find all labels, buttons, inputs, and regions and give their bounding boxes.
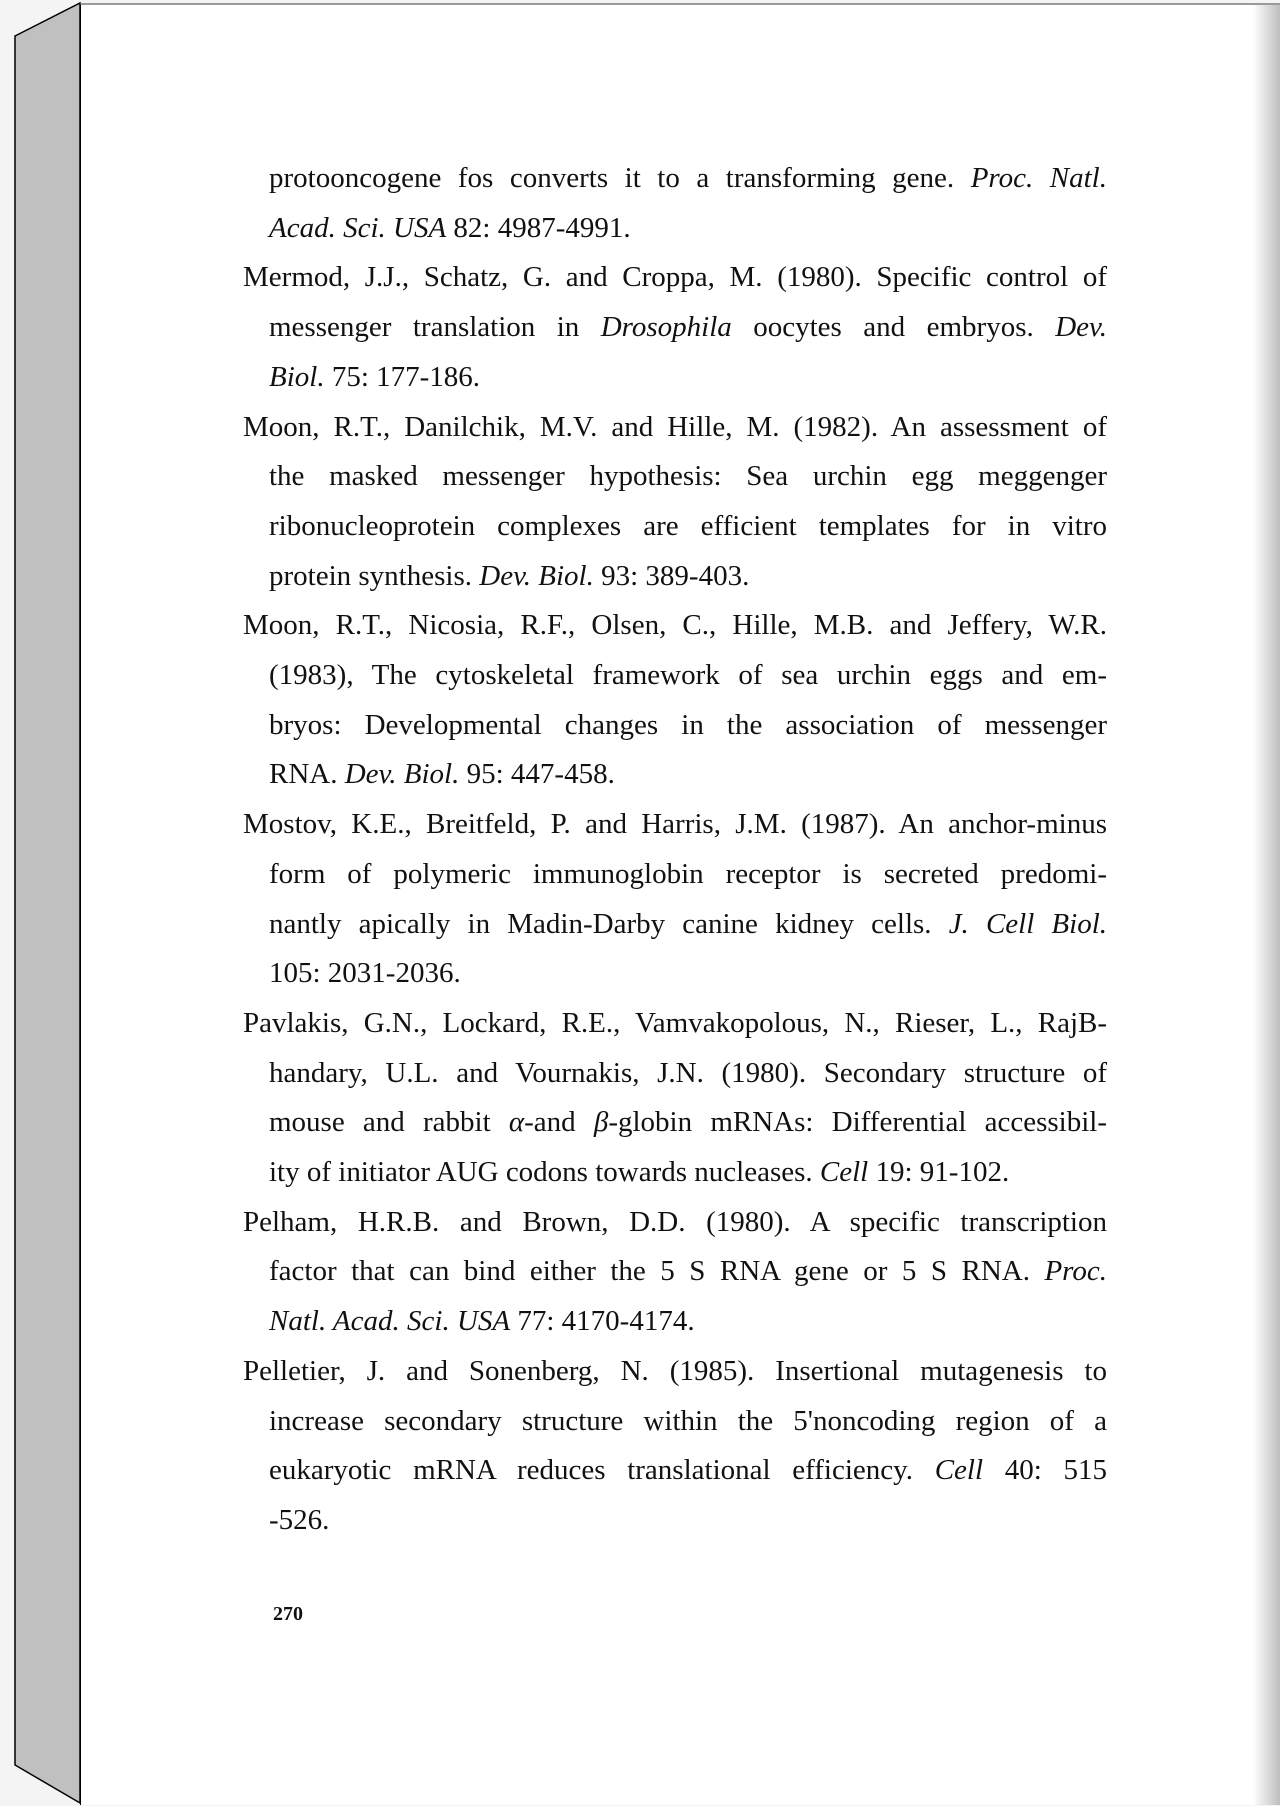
reference-line [269,904,1107,944]
reference-line [243,605,1107,645]
reference-line [269,854,1107,894]
text-span: Pavlakis, G.N., Lockard, R.E., Vamvakopolous, N., Rieser, L., RajB- [243,1006,1107,1039]
text-span: Moon, R.T., Danilchik, M.V. and Hille, M. (1982). An assessment of [243,410,1107,443]
text-span: handary, U.L. and Vournakis, J.N. (1980). Secondary structure of [269,1056,1107,1089]
reference-line [269,1251,1107,1291]
reference-line [269,208,1107,248]
reference-line [269,754,1107,794]
reference-line [269,158,1107,198]
text-span: protein synthesis. [269,559,480,592]
text-span: -and [524,1106,594,1139]
text-span: messenger translation in [269,311,601,344]
page-edge-shadow [1253,5,1280,1805]
page-number: 270 [273,1603,303,1625]
italic-text: Biol. [269,360,325,393]
italic-text: Drosophila [600,311,732,344]
italic-text: Proc. [1044,1255,1107,1288]
text-span: -526. [269,1503,330,1536]
italic-text: Proc. Natl. [970,162,1107,194]
text-span: 105: 2031-2036. [269,957,461,990]
reference-line [269,705,1107,745]
reference-line [269,506,1107,546]
italic-text: α [508,1106,525,1139]
text-span: bryos: Developmental changes in the association of messenger [269,708,1107,741]
reference-line [269,655,1107,695]
reference-line [269,1102,1107,1142]
text-span: 19: 91-102. [868,1156,1010,1188]
text-span: 82: 4987-4991. [446,211,631,244]
text-span: factor that can bind either the 5 S RNA gene or 5 S RNA. [269,1255,1045,1288]
text-span: Mermod, J.J., Schatz, G. and Croppa, M. (1980). Specific control of [243,261,1107,294]
italic-text: β [593,1106,609,1139]
reference-line [243,257,1107,297]
text-span: the masked messenger hypothesis: Sea urchin egg meggenger [269,460,1107,493]
italic-text: Acad. Sci. USA [269,211,447,244]
reference-line [269,456,1107,496]
reference-line [243,1351,1107,1391]
reference-line [269,1301,1107,1341]
reference-line [243,1202,1107,1242]
reference-line [269,556,1107,596]
italic-text: Dev. [1055,311,1107,344]
italic-text: Cell [819,1156,869,1188]
text-span: 95: 447-458. [459,758,615,791]
text-span: ribonucleoprotein complexes are efficient templates for in vitro [269,509,1107,542]
text-span: form of polymeric immunoglobin receptor is secreted predomi- [269,857,1107,890]
text-span: oocytes and embryos. [731,311,1056,344]
text-span: mouse and rabbit [269,1106,509,1139]
text-span: 77: 4170-4174. [510,1305,695,1338]
reference-line [243,804,1107,844]
document-page [80,3,1280,1805]
text-span: Mostov, K.E., Breitfeld, P. and Harris, J.M. (1987). An anchor-minus [243,808,1107,841]
reference-line [269,1500,1107,1540]
text-span: ity of initiator AUG codons towards nucleases. [269,1156,820,1188]
text-span: RNA. [269,758,345,791]
reference-line [269,307,1107,347]
reference-line [269,953,1107,993]
text-span: Pelham, H.R.B. and Brown, D.D. (1980). A specific transcription [243,1205,1107,1238]
reference-line [269,1450,1107,1490]
reference-line [269,1152,1107,1192]
text-span: nantly apically in Madin-Darby canine kidney cells. [269,907,949,940]
italic-text: Dev. Biol. [479,559,594,592]
reference-line [269,357,1107,397]
reference-line [269,1053,1107,1093]
italic-text: Natl. Acad. Sci. USA [269,1305,511,1338]
text-span: Pelletier, J. and Sonenberg, N. (1985). Insertional mutagenesis to [243,1354,1107,1387]
text-span: -globin mRNAs: Differential accessibil- [608,1106,1107,1139]
text-span: (1983), The cytoskeletal framework of sea urchin eggs and em- [269,659,1107,691]
text-span: increase secondary structure within the 5'noncoding region of a [269,1404,1107,1437]
text-span: 93: 389-403. [593,559,750,592]
italic-text: Cell [934,1454,984,1487]
text-span: 40: 515 [983,1454,1107,1487]
text-span: protooncogene fos converts it to a transforming gene. [269,162,971,194]
italic-text: J. Cell Biol. [948,907,1108,940]
reference-line [243,407,1107,447]
reference-line [269,1401,1107,1441]
text-span: eukaryotic mRNA reduces translational efficiency. [269,1454,935,1487]
text-span: 75: 177-186. [324,360,481,393]
italic-text: Dev. Biol. [344,758,460,791]
text-span: Moon, R.T., Nicosia, R.F., Olsen, C., Hille, M.B. and Jeffery, W.R. [243,609,1107,642]
reference-line [243,1003,1107,1043]
